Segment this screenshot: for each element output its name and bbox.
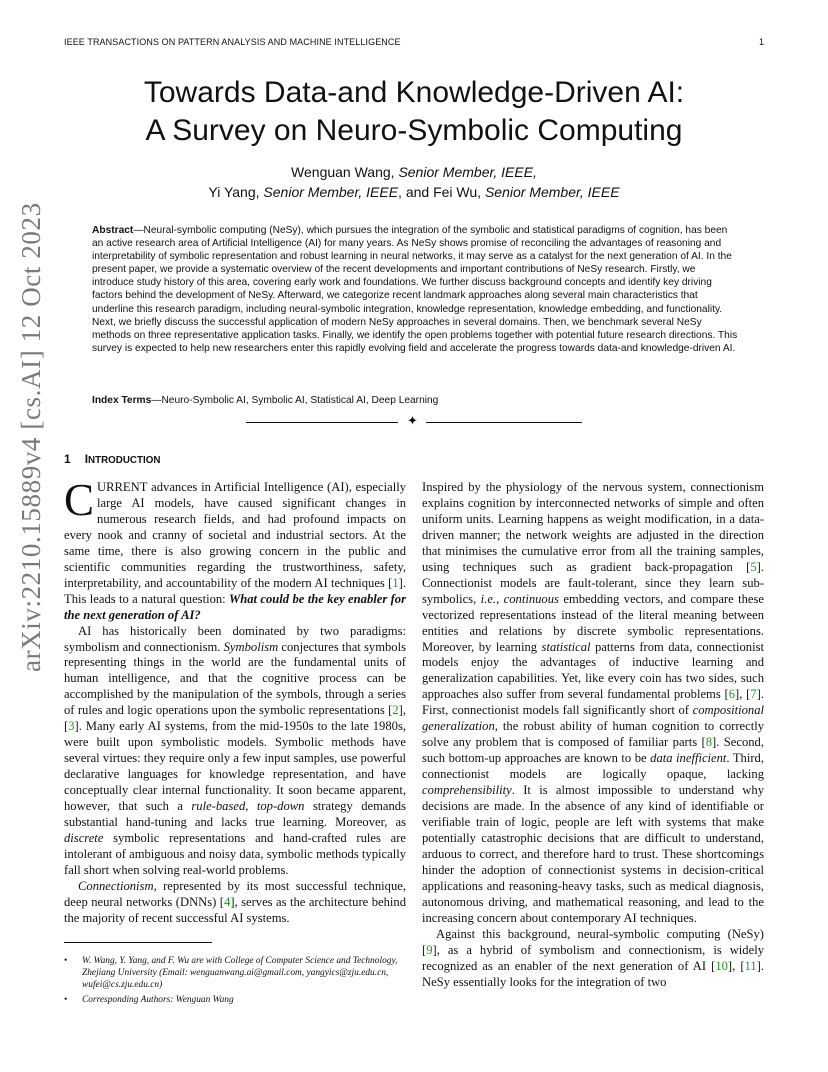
footnote: [64, 994, 406, 1006]
right-column: [422, 480, 764, 991]
small-caps-word: URRENT: [97, 480, 148, 494]
title-line-2: A Survey on Neuro-Symbolic Computing: [145, 114, 683, 147]
emphasis: discrete: [64, 830, 104, 845]
text-run: ], as a hybrid of symbolism and connectionism, is widely recognized as an enabler of the next generation of AI [: [422, 942, 764, 973]
author-role: Senior Member, IEEE: [484, 184, 620, 200]
text-run: , the robust ability of human cognition to correctly solve any problem that is composed of familiar parts [: [422, 719, 764, 750]
author-name: Wenguan Wang,: [291, 164, 399, 180]
section-number: 1: [64, 452, 71, 466]
text-run: conjectures that symbols representing things in the world are the fundamental units of human intelligence, and that the cognitive process can be accomplished by the manipulation of the symbols, through a series of rules and logic operations upon the symbolic representations [: [64, 639, 406, 718]
index-terms: [92, 394, 740, 407]
separator-diamond-icon: ✦: [407, 413, 418, 428]
footnote-text: W. Wang, Y. Yang, and F. Wu are with College of Computer Science and Technology, Zhejiang University (Email: wenguanwang.ai@gmail.com, yangyics@zju.edu.cn, wufei@cs.zju.edu.cn): [82, 956, 398, 990]
citation-link[interactable]: 8: [705, 735, 713, 750]
author-name: Yi Yang,: [208, 184, 264, 200]
text-run: advances in Artificial Intelligence (AI), especially large AI models, have caused significant changes in numerous research fields, and had profound impacts on every nook and cranny of societal and industrial sectors. At the same time, there is also growing concern in the public and scientific communities regarding the trustworthiness, safety, interpretability, and accountability of the modern AI techniques [: [64, 480, 406, 590]
paper-title: [0, 74, 828, 150]
text-run: ]. Second, such bottom-up approaches are known to be: [422, 735, 764, 766]
text-run: , represented by its most successful technique, deep neural networks (DNNs) [: [64, 878, 406, 909]
text-run: ]. First, connectionist models fall significantly short of: [422, 687, 764, 718]
section-title-initial: I: [84, 452, 89, 466]
citation-link[interactable]: 9: [426, 942, 433, 957]
author-role: Senior Member, IEEE,: [398, 164, 537, 180]
author-name: , and Fei Wu,: [398, 184, 485, 200]
citation-link[interactable]: 11: [744, 958, 757, 973]
separator-line-left: [246, 422, 398, 423]
text-run: patterns from data, connectionist models enjoy the advantages of inductive learning and generalization capabilities. Yet, like every coin has two sides, such approaches also suffer from several fundamental problems [: [422, 639, 764, 702]
citation-link[interactable]: 3: [68, 719, 75, 734]
text-run: Against this background, neural-symbolic computing (NeSy) [: [422, 926, 764, 957]
paragraph: [64, 475, 406, 624]
emphasis: Connectionism: [78, 878, 154, 893]
author-line-2: [0, 182, 828, 202]
running-header: IEEE TRANSACTIONS ON PATTERN ANALYSIS AND MACHINE INTELLIGENCE: [64, 37, 401, 47]
citation-link[interactable]: 1: [392, 575, 399, 590]
section-title-rest: NTRODUCTION: [88, 455, 161, 466]
emphasis: rule-based: [191, 799, 246, 814]
emphasis: statistical: [541, 639, 591, 654]
paragraph: [422, 927, 764, 991]
emphasis: continuous: [503, 591, 559, 606]
text-run: AI has historically been dominated by two paradigms: symbolism and connectionism.: [64, 623, 406, 654]
text-run: ,: [496, 591, 504, 606]
page-number: 1: [758, 37, 764, 47]
bullet-icon: •: [64, 956, 68, 966]
citation-link[interactable]: 5: [750, 559, 757, 574]
bullet-icon: •: [64, 995, 68, 1005]
footnotes: [64, 955, 406, 1009]
text-run: ]. Connectionist models are fault-tolerant, since they learn sub-symbolics,: [422, 559, 764, 606]
abstract-label: Abstract: [92, 225, 134, 236]
abstract-text: —Neural-symbolic computing (NeSy), which pursues the integration of the symbolic and statistical paradigms of cognition, has been an active research area of Artificial Intelligence (AI) for many years. As NeSy shows promise of reconciling the advantages of reasoning and interpretability of symbolic representation and robust learning in neural networks, it may serve as a catalyst for the next generation of AI. In the present paper, we provide a systematic overview of the recent developments and important contributions of NeSy research. Firstly, we introduce study history of this area, covering early work and foundations. We further discuss background concepts and identify key driving factors behind the development of NeSy. Afterward, we categorize recent landmark approaches along several main characteristics that underline this research paradigm, including neural-symbolic integration, knowledge representation, knowledge embedding, and functionality. Next, we briefly discuss the successful application of modern NeSy approaches in several domains. Then, we benchmark several NeSy methods on three representative application tasks. Finally, we identify the open problems together with potential future research directions. This survey is expected to help new researchers enter this rapidly evolving field and accelerate the progress towards data-and knowledge-driven AI.: [92, 225, 738, 354]
drop-cap: C: [64, 475, 95, 525]
text-run: strategy demands substantial hand-tuning and lacks true learning. Moreover, as: [64, 799, 406, 830]
text-run: ], [: [64, 703, 406, 734]
section-heading: [64, 452, 160, 466]
footnote-rule: [64, 942, 212, 943]
footnote-text: Corresponding Authors: Wenguan Wang: [82, 995, 234, 1005]
citation-link[interactable]: 6: [728, 687, 736, 702]
text-run: embedding vectors, and compare these vectorized representations instead of the literal meaning between entities and relations by discrete symbolic representations. Moreover, by learning: [422, 591, 765, 654]
text-run: Inspired by the physiology of the nervous system, connectionism explains cognition by interconnected networks of simple and often uniform units. Learning happens as weight modification, in a data-driven manner; the network weights are adjusted in the direction that minimises the cumulative error from all the training samples, using techniques such as gradient back-propagation [: [422, 480, 764, 574]
index-terms-label: Index Terms: [92, 395, 152, 406]
paragraph: [64, 624, 406, 879]
text-run: ], [: [735, 687, 751, 702]
author-line-1: [0, 162, 828, 182]
abstract: [92, 224, 740, 355]
index-terms-text: —Neuro-Symbolic AI, Symbolic AI, Statistical AI, Deep Learning: [151, 395, 439, 406]
emphasis: i.e.: [480, 591, 497, 606]
paragraph: [422, 480, 764, 927]
citation-link[interactable]: 2: [392, 703, 399, 718]
emphasis: compositional generalization: [422, 703, 764, 734]
emphasis: Symbolism: [223, 639, 279, 654]
text-run: ], [: [727, 958, 745, 973]
emphasis: comprehensibility: [422, 783, 512, 798]
emphasis: data inefficient: [650, 751, 727, 766]
citation-link[interactable]: 7: [750, 687, 757, 702]
arxiv-stamp: arXiv:2210.15889v4 [cs.AI] 12 Oct 2023: [16, 202, 46, 672]
text-run: symbolic representations and hand-crafted rules are intolerant of ambiguous and noisy data, symbolic methods typically fall short when solving real-world problems.: [64, 830, 406, 877]
text-run: ]. This leads to a natural question:: [64, 575, 406, 606]
text-run: ]. NeSy essentially looks for the integration of two: [422, 958, 764, 989]
footnote: [64, 955, 406, 991]
text-run: ]. Many early AI systems, from the mid-1950s to the late 1980s, were built upon symbolistic models. Symbolic methods have several virtues: they require only a few input samples, use powerful declarative languages for knowledge representation, and have conceptually clear internal functionality. It soon became apparent, however, that such a: [64, 719, 406, 814]
citation-link[interactable]: 4: [224, 894, 231, 909]
emphasis: top-down: [256, 799, 305, 814]
author-list: [0, 162, 828, 202]
text-run: ,: [245, 799, 257, 814]
text-run: . Third, connectionist models are logically opaque, lacking: [422, 751, 764, 782]
paragraph: [64, 879, 406, 927]
text-run: ], serves as the architecture behind the majority of recent successful AI systems.: [64, 894, 406, 925]
text-run: . It is almost impossible to understand why decisions are made. In the absence of any kind of identifiable or verifiable train of logic, people are left with systems that make potentially catastrophic decisions that are difficult to understand, arduous to correct, and therefore hard to trust. These shortcomings hinder the adoption of connectionist systems in decision-critical applications and reasoning-heavy tasks, such as medical diagnosis, autonomous driving, and mathematical reasoning, and lead to the increasing concern about contemporary AI techniques.: [422, 783, 764, 925]
title-line-1: Towards Data-and Knowledge-Driven AI:: [143, 76, 685, 109]
author-role: Senior Member, IEEE: [263, 184, 399, 200]
emphasis: What could be the key enabler for the next generation of AI?: [64, 591, 406, 622]
left-column: [64, 475, 406, 927]
separator-line-right: [426, 422, 582, 423]
citation-link[interactable]: 10: [715, 958, 728, 973]
